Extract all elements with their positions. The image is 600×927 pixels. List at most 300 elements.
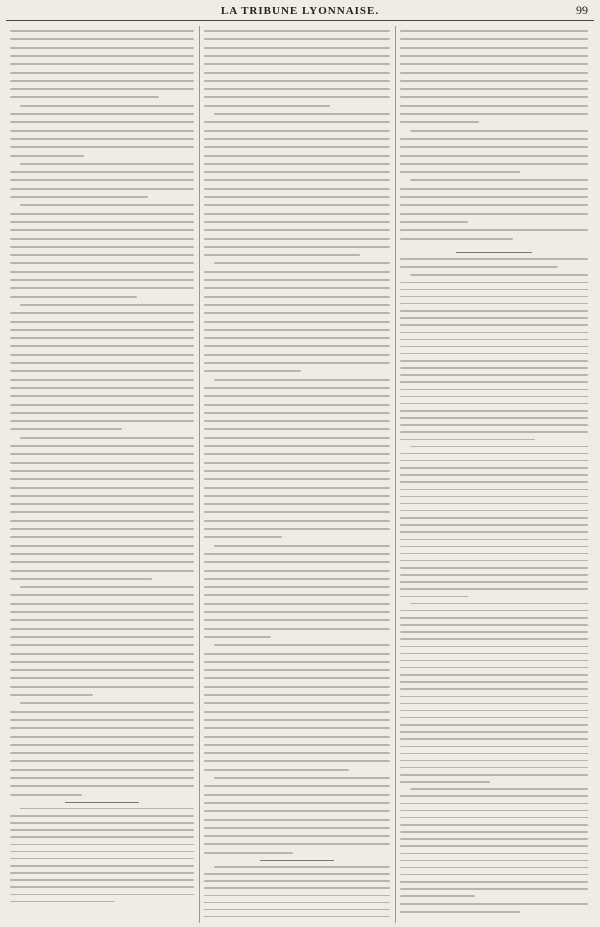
text-line bbox=[400, 574, 588, 576]
text-line bbox=[400, 567, 588, 569]
text-line bbox=[400, 581, 588, 583]
text-line bbox=[400, 474, 588, 476]
text-line bbox=[400, 867, 588, 869]
text-line bbox=[204, 420, 390, 422]
text-line bbox=[214, 866, 390, 868]
text-line bbox=[400, 303, 588, 305]
text-line bbox=[204, 30, 390, 32]
text-line bbox=[10, 686, 194, 688]
text-line bbox=[204, 520, 390, 522]
text-line bbox=[400, 531, 588, 533]
text-line bbox=[10, 769, 194, 771]
text-line bbox=[10, 636, 194, 638]
text-line bbox=[10, 387, 194, 389]
text-line bbox=[20, 163, 194, 165]
text-line bbox=[204, 528, 390, 530]
text-line bbox=[10, 822, 194, 824]
section-rule bbox=[65, 802, 139, 803]
text-line bbox=[10, 752, 194, 754]
header-rule bbox=[6, 20, 594, 21]
text-line bbox=[204, 312, 390, 314]
text-line bbox=[10, 453, 194, 455]
text-line bbox=[10, 196, 148, 198]
page-number: 99 bbox=[576, 3, 588, 17]
text-line bbox=[400, 88, 588, 90]
text-line bbox=[10, 80, 194, 82]
text-line bbox=[400, 653, 588, 655]
text-column-3 bbox=[400, 26, 588, 924]
text-line bbox=[400, 911, 520, 913]
text-line bbox=[400, 213, 588, 215]
text-line bbox=[204, 96, 390, 98]
text-line bbox=[400, 105, 588, 107]
text-line bbox=[204, 395, 390, 397]
text-line bbox=[204, 155, 390, 157]
text-line bbox=[214, 113, 390, 115]
text-line bbox=[10, 47, 194, 49]
text-line bbox=[400, 489, 588, 491]
text-line bbox=[400, 439, 535, 441]
text-line bbox=[10, 63, 194, 65]
text-line bbox=[204, 661, 390, 663]
text-line bbox=[204, 785, 390, 787]
text-line bbox=[10, 836, 194, 838]
text-line bbox=[10, 628, 194, 630]
text-line bbox=[204, 843, 390, 845]
text-line bbox=[400, 496, 588, 498]
text-line bbox=[20, 808, 194, 810]
text-line bbox=[204, 727, 390, 729]
text-column-1 bbox=[10, 26, 194, 924]
text-line bbox=[10, 760, 194, 762]
text-line bbox=[204, 370, 301, 372]
text-line bbox=[10, 653, 194, 655]
text-line bbox=[10, 536, 194, 538]
text-line bbox=[204, 287, 390, 289]
text-line bbox=[400, 803, 588, 805]
text-line bbox=[400, 72, 588, 74]
text-line bbox=[10, 362, 194, 364]
text-line bbox=[400, 289, 588, 291]
text-line bbox=[204, 412, 390, 414]
text-line bbox=[204, 38, 390, 40]
text-line bbox=[10, 379, 194, 381]
text-line bbox=[10, 503, 194, 505]
text-line bbox=[204, 55, 390, 57]
text-line bbox=[204, 470, 390, 472]
section-rule bbox=[456, 252, 531, 253]
text-line bbox=[400, 860, 588, 862]
text-line bbox=[10, 171, 194, 173]
text-line bbox=[400, 845, 588, 847]
text-line bbox=[400, 674, 588, 676]
text-column-2 bbox=[204, 26, 390, 924]
text-line bbox=[400, 38, 588, 40]
text-line bbox=[10, 445, 194, 447]
text-line bbox=[400, 738, 588, 740]
text-line bbox=[400, 824, 588, 826]
text-line bbox=[10, 254, 194, 256]
text-line bbox=[400, 63, 588, 65]
text-line bbox=[400, 317, 588, 319]
text-line bbox=[204, 619, 390, 621]
text-line bbox=[400, 453, 588, 455]
text-line bbox=[204, 909, 390, 911]
text-line bbox=[400, 431, 588, 433]
text-line bbox=[20, 702, 194, 704]
text-line bbox=[204, 428, 390, 430]
text-line bbox=[400, 560, 588, 562]
text-line bbox=[410, 130, 588, 132]
text-line bbox=[10, 711, 194, 713]
text-line bbox=[400, 121, 479, 123]
text-line bbox=[10, 221, 194, 223]
text-line bbox=[400, 374, 588, 376]
text-line bbox=[204, 653, 390, 655]
text-line bbox=[204, 503, 390, 505]
text-line bbox=[10, 246, 194, 248]
text-line bbox=[10, 736, 194, 738]
text-line bbox=[400, 781, 490, 783]
text-line bbox=[400, 874, 588, 876]
text-line bbox=[10, 428, 122, 430]
text-line bbox=[10, 644, 194, 646]
text-line bbox=[400, 539, 588, 541]
text-line bbox=[10, 113, 194, 115]
text-line bbox=[20, 204, 194, 206]
text-line bbox=[400, 389, 588, 391]
text-line bbox=[400, 204, 588, 206]
text-line bbox=[20, 105, 194, 107]
text-line bbox=[204, 80, 390, 82]
text-line bbox=[204, 669, 390, 671]
text-line bbox=[10, 894, 194, 896]
text-line bbox=[204, 495, 390, 497]
text-line bbox=[10, 578, 152, 580]
text-line bbox=[400, 221, 468, 223]
text-line bbox=[204, 229, 390, 231]
text-line bbox=[10, 271, 194, 273]
text-line bbox=[204, 171, 390, 173]
text-line bbox=[204, 163, 390, 165]
text-line bbox=[10, 594, 194, 596]
text-line bbox=[10, 815, 194, 817]
text-line bbox=[400, 646, 588, 648]
text-line bbox=[204, 873, 390, 875]
text-line bbox=[10, 404, 194, 406]
text-line bbox=[10, 395, 194, 397]
text-line bbox=[400, 410, 588, 412]
text-line bbox=[10, 865, 194, 867]
text-line bbox=[400, 753, 588, 755]
text-line bbox=[204, 246, 390, 248]
text-line bbox=[10, 727, 194, 729]
text-line bbox=[400, 546, 588, 548]
text-line bbox=[204, 462, 390, 464]
text-line bbox=[400, 703, 588, 705]
text-line bbox=[10, 238, 194, 240]
text-line bbox=[204, 453, 390, 455]
text-line bbox=[400, 467, 588, 469]
section-rule bbox=[260, 860, 334, 861]
text-line bbox=[204, 121, 390, 123]
text-line bbox=[204, 744, 390, 746]
text-line bbox=[400, 138, 588, 140]
text-line bbox=[204, 611, 390, 613]
text-line bbox=[400, 667, 588, 669]
text-line bbox=[204, 271, 390, 273]
text-line bbox=[204, 254, 360, 256]
text-line bbox=[204, 478, 390, 480]
text-line bbox=[204, 736, 390, 738]
text-line bbox=[204, 677, 390, 679]
text-line bbox=[10, 661, 194, 663]
text-line bbox=[400, 895, 475, 897]
text-line bbox=[400, 310, 588, 312]
text-line bbox=[400, 282, 588, 284]
text-line bbox=[10, 495, 194, 497]
text-line bbox=[204, 887, 390, 889]
text-line bbox=[204, 47, 390, 49]
text-line bbox=[10, 312, 194, 314]
text-line bbox=[204, 594, 390, 596]
text-line bbox=[214, 379, 390, 381]
text-line bbox=[410, 179, 588, 181]
text-line bbox=[204, 769, 349, 771]
text-line bbox=[204, 752, 390, 754]
text-line bbox=[204, 487, 390, 489]
text-line bbox=[400, 417, 588, 419]
text-line bbox=[204, 711, 390, 713]
text-line bbox=[204, 362, 390, 364]
text-line bbox=[214, 777, 390, 779]
text-line bbox=[204, 179, 390, 181]
text-line bbox=[400, 339, 588, 341]
text-line bbox=[204, 204, 390, 206]
text-line bbox=[400, 810, 588, 812]
text-line bbox=[400, 30, 588, 32]
text-line bbox=[10, 886, 194, 888]
text-line bbox=[10, 858, 194, 860]
text-line bbox=[400, 817, 588, 819]
text-line bbox=[400, 155, 588, 157]
text-line bbox=[400, 903, 588, 905]
text-line bbox=[10, 179, 194, 181]
text-line bbox=[10, 851, 194, 853]
text-line bbox=[204, 146, 390, 148]
text-line bbox=[400, 688, 588, 690]
text-line bbox=[10, 30, 194, 32]
text-line bbox=[400, 55, 588, 57]
text-line bbox=[410, 274, 588, 276]
text-line bbox=[10, 287, 194, 289]
text-line bbox=[204, 387, 390, 389]
text-line bbox=[204, 686, 390, 688]
text-line bbox=[400, 881, 588, 883]
text-line bbox=[204, 810, 390, 812]
text-line bbox=[204, 72, 390, 74]
text-line bbox=[10, 146, 194, 148]
text-line bbox=[204, 296, 390, 298]
text-line bbox=[400, 853, 588, 855]
text-line bbox=[10, 487, 194, 489]
text-line bbox=[400, 696, 588, 698]
text-line bbox=[400, 831, 588, 833]
text-line bbox=[400, 296, 588, 298]
text-line bbox=[204, 636, 271, 638]
text-line bbox=[400, 746, 588, 748]
text-line bbox=[400, 717, 588, 719]
text-line bbox=[10, 794, 82, 796]
text-line bbox=[10, 470, 194, 472]
column-divider bbox=[199, 26, 200, 923]
text-line bbox=[400, 353, 588, 355]
text-line bbox=[204, 603, 390, 605]
text-line bbox=[400, 838, 588, 840]
text-line bbox=[400, 346, 588, 348]
text-line bbox=[204, 221, 390, 223]
text-line bbox=[10, 520, 194, 522]
text-line bbox=[410, 603, 588, 605]
text-line bbox=[400, 360, 588, 362]
text-line bbox=[214, 262, 390, 264]
text-line bbox=[204, 794, 390, 796]
text-line bbox=[10, 345, 194, 347]
text-line bbox=[10, 462, 194, 464]
text-line bbox=[400, 660, 588, 662]
text-line bbox=[204, 916, 390, 918]
text-line bbox=[10, 570, 194, 572]
page-header bbox=[0, 0, 600, 26]
text-line bbox=[400, 113, 588, 115]
text-line bbox=[204, 88, 390, 90]
text-line bbox=[10, 262, 194, 264]
text-line bbox=[10, 96, 159, 98]
text-line bbox=[204, 63, 390, 65]
text-line bbox=[204, 304, 390, 306]
text-line bbox=[400, 760, 588, 762]
text-line bbox=[10, 229, 194, 231]
text-line bbox=[204, 880, 390, 882]
text-line bbox=[400, 553, 588, 555]
text-line bbox=[400, 424, 588, 426]
text-line bbox=[10, 677, 194, 679]
column-divider bbox=[395, 26, 396, 923]
text-line bbox=[400, 196, 588, 198]
text-line bbox=[400, 724, 588, 726]
text-line bbox=[214, 644, 390, 646]
text-line bbox=[10, 785, 194, 787]
text-line bbox=[10, 72, 194, 74]
text-line bbox=[204, 130, 390, 132]
text-line bbox=[400, 403, 588, 405]
text-line bbox=[204, 321, 390, 323]
text-line bbox=[10, 213, 194, 215]
text-line bbox=[400, 47, 588, 49]
text-line bbox=[10, 611, 194, 613]
text-line bbox=[204, 719, 390, 721]
text-line bbox=[10, 669, 194, 671]
text-line bbox=[204, 188, 390, 190]
text-line bbox=[204, 852, 293, 854]
text-line bbox=[400, 588, 588, 590]
text-line bbox=[204, 213, 390, 215]
text-line bbox=[204, 404, 390, 406]
text-line bbox=[204, 702, 390, 704]
text-line bbox=[10, 321, 194, 323]
text-line bbox=[10, 545, 194, 547]
text-line bbox=[10, 130, 194, 132]
text-line bbox=[10, 329, 194, 331]
text-line bbox=[10, 88, 194, 90]
text-line bbox=[410, 446, 588, 448]
text-line bbox=[10, 121, 194, 123]
text-line bbox=[400, 767, 588, 769]
text-line bbox=[10, 829, 194, 831]
text-line bbox=[204, 337, 390, 339]
text-line bbox=[10, 879, 194, 881]
text-line bbox=[400, 681, 588, 683]
text-line bbox=[204, 196, 390, 198]
text-line bbox=[400, 460, 588, 462]
text-line bbox=[20, 437, 194, 439]
text-line bbox=[20, 304, 194, 306]
text-line bbox=[204, 570, 390, 572]
text-line bbox=[400, 163, 588, 165]
text-line bbox=[400, 266, 558, 268]
text-line bbox=[400, 324, 588, 326]
text-line bbox=[400, 381, 588, 383]
text-line bbox=[10, 694, 93, 696]
text-line bbox=[214, 545, 390, 547]
text-line bbox=[204, 694, 390, 696]
text-line bbox=[204, 586, 390, 588]
text-line bbox=[204, 445, 390, 447]
text-line bbox=[10, 478, 194, 480]
text-line bbox=[204, 895, 390, 897]
text-line bbox=[10, 901, 115, 903]
text-line bbox=[10, 38, 194, 40]
text-line bbox=[204, 238, 390, 240]
text-line bbox=[204, 835, 390, 837]
text-line bbox=[400, 80, 588, 82]
text-line bbox=[10, 279, 194, 281]
text-line bbox=[204, 628, 390, 630]
text-line bbox=[400, 710, 588, 712]
text-line bbox=[400, 510, 588, 512]
text-line bbox=[10, 155, 84, 157]
text-line bbox=[204, 827, 390, 829]
text-line bbox=[10, 744, 194, 746]
text-line bbox=[400, 229, 588, 231]
text-line bbox=[400, 258, 588, 260]
newspaper-title: LA TRIBUNE LYONNAISE. bbox=[220, 5, 380, 17]
text-line bbox=[400, 481, 588, 483]
text-line bbox=[204, 329, 390, 331]
text-line bbox=[10, 619, 194, 621]
text-line bbox=[10, 553, 194, 555]
text-line bbox=[10, 412, 194, 414]
text-line bbox=[204, 760, 390, 762]
text-line bbox=[10, 337, 194, 339]
text-line bbox=[20, 586, 194, 588]
text-line bbox=[400, 524, 588, 526]
text-line bbox=[10, 777, 194, 779]
text-line bbox=[204, 279, 390, 281]
text-line bbox=[204, 511, 390, 513]
text-line bbox=[10, 188, 194, 190]
text-line bbox=[10, 844, 194, 846]
